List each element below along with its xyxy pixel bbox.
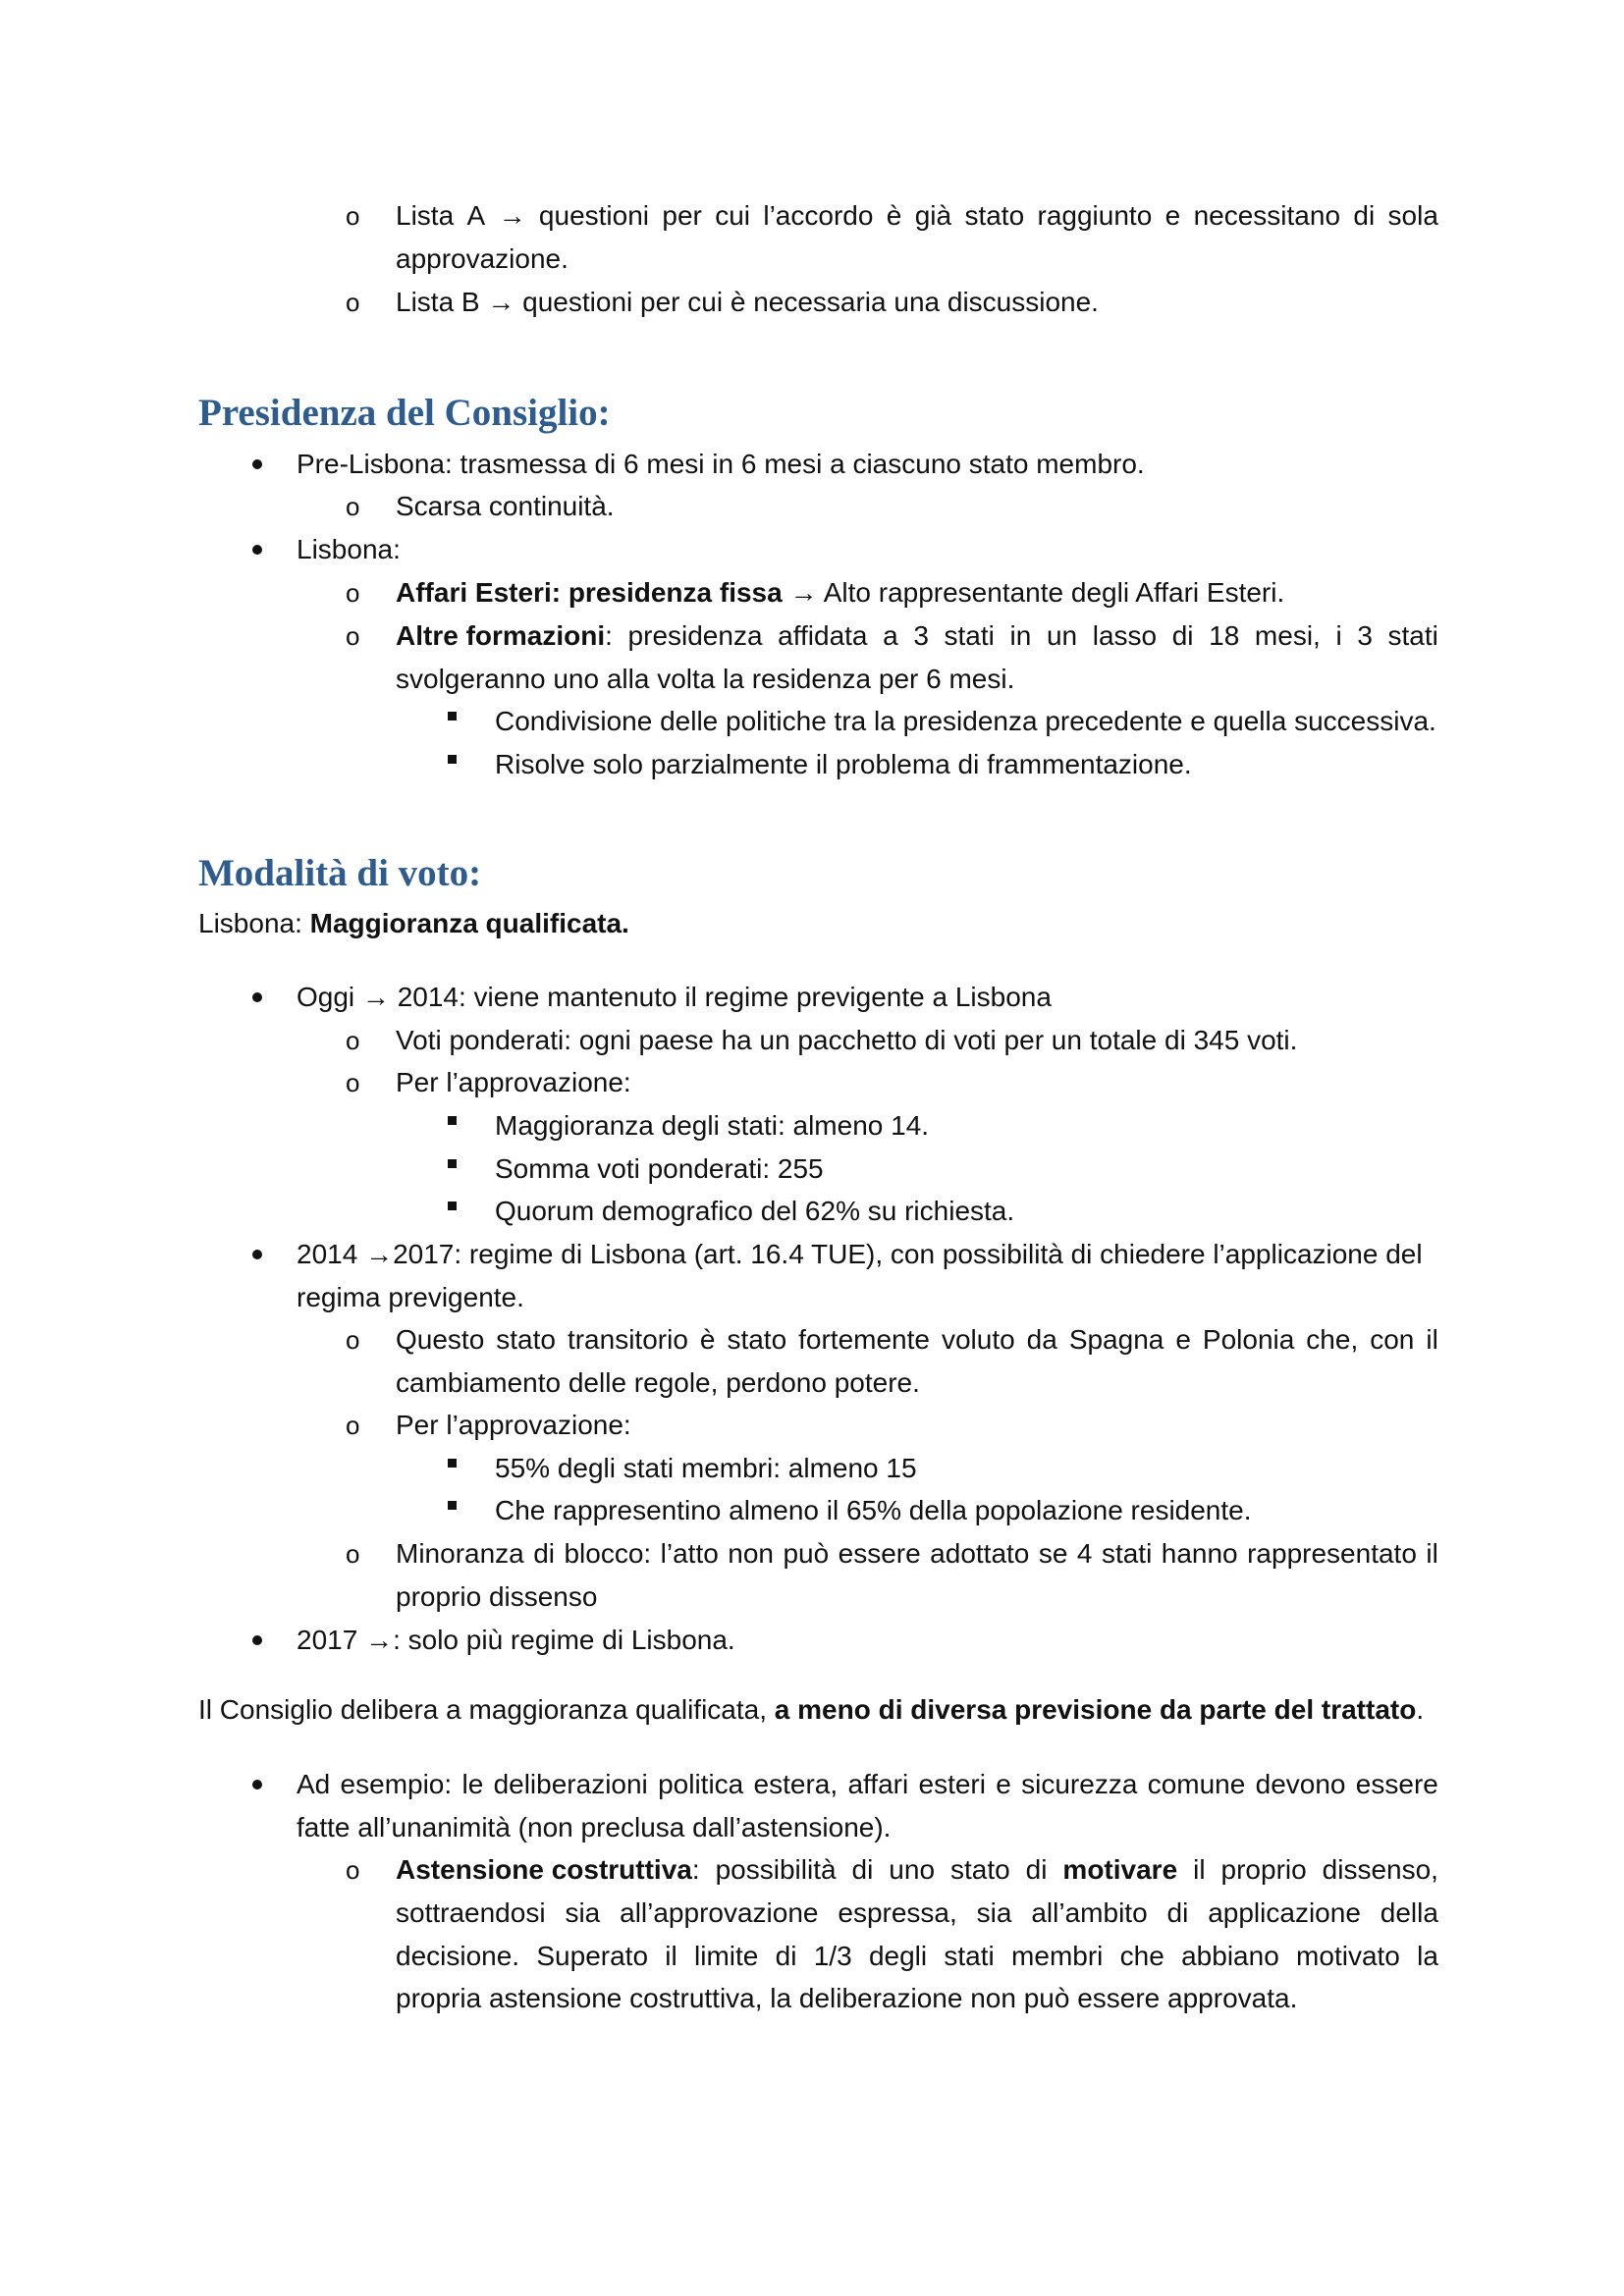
lisbona-maggioranza: Lisbona: Maggioranza qualificata. [198,908,629,938]
square-bullet [448,712,457,721]
bullet-dot [252,459,262,469]
bullet-dot [252,1635,262,1645]
esempio-line: Ad esempio: le deliberazioni politica estera, affari esteri e sicurezza comune devono essere [297,1769,1438,1799]
circle-bullet: o [346,492,360,521]
bullet-dot [252,1780,262,1789]
esempio-cont: fatte all’unanimità (non preclusa dall’astensione). [297,1812,892,1842]
popolazione-65-item: Che rappresentino almeno il 65% della popolazione residente. [495,1495,1252,1525]
altre-formazioni-cont: svolgeranno uno alla volta la residenza per 6 mesi. [396,664,1015,694]
regime-2014-item: 2014 →2017: regime di Lisbona (art. 16.4 TUE), con possibilità di chiedere l’applicazione del [297,1239,1423,1269]
circle-bullet: o [346,1026,360,1055]
condivisione-item: Condivisione delle politiche tra la presidenza precedente e quella successiva. [495,706,1436,736]
bullet-dot [252,545,262,555]
minoranza-cont: proprio dissenso [396,1581,598,1612]
scarsa-item: Scarsa continuità. [396,491,615,521]
astensione-line-1: Astensione costruttiva: possibilità di uno stato di motivare il proprio dissenso, [396,1854,1438,1885]
minoranza-line: Minoranza di blocco: l’atto non può essere adottato se 4 stati hanno rappresentato il [396,1538,1438,1569]
affari-esteri-item: Affari Esteri: presidenza fissa → Alto rappresentante degli Affari Esteri. [396,577,1285,608]
regime-2014-cont: regima previgente. [297,1282,524,1312]
circle-bullet: o [346,1068,360,1097]
quorum-item: Quorum demografico del 62% su richiesta. [495,1196,1015,1226]
astensione-line-2: sottraendosi sia all’approvazione espressa, sia all’ambito di applicazione della [396,1897,1438,1928]
astensione-line-4: propria astensione costruttiva, la deliberazione non può essere approvata. [396,1983,1298,2013]
oggi-item: Oggi → 2014: viene mantenuto il regime previgente a Lisbona [297,982,1052,1012]
circle-bullet: o [346,1411,360,1440]
transitorio-cont: cambiamento delle regole, perdono potere. [396,1367,920,1398]
square-bullet [448,755,457,764]
voti-ponderati-item: Voti ponderati: ogni paese ha un pacchetto di voti per un totale di 345 voti. [396,1025,1298,1055]
circle-bullet: o [346,1855,360,1885]
circle-bullet: o [346,1325,360,1355]
square-bullet [448,1459,457,1468]
bullet-dot [252,1250,262,1259]
stati-55-item: 55% degli stati membri: almeno 15 [495,1453,917,1483]
square-bullet [448,1159,457,1168]
circle-bullet: o [346,1539,360,1569]
transitorio-line: Questo stato transitorio è stato fortemente voluto da Spagna e Polonia che, con il [396,1324,1438,1355]
per-approvazione-item: Per l’approvazione: [396,1067,631,1097]
astensione-line-3: decisione. Superato il limite di 1/3 degli stati membri che abbiano motivato la [396,1941,1438,1971]
circle-bullet: o [346,288,360,317]
regime-2017-item: 2017 →: solo più regime di Lisbona. [297,1625,735,1655]
per-approvazione-item-2: Per l’approvazione: [396,1410,631,1440]
lisbona-item: Lisbona: [297,534,401,564]
square-bullet [448,1501,457,1510]
square-bullet [448,1116,457,1125]
circle-bullet: o [346,201,360,231]
bullet-dot [252,992,262,1002]
circle-bullet: o [346,578,360,608]
consiglio-paragraph: Il Consiglio delibera a maggioranza qualificata, a meno di diversa previsione da parte del trattato. [198,1694,1425,1725]
maggioranza-stati-item: Maggioranza degli stati: almeno 14. [495,1110,930,1141]
altre-formazioni-line: Altre formazioni: presidenza affidata a 3 stati in un lasso di 18 mesi, i 3 stati [396,620,1438,651]
lista-a-cont: approvazione. [396,243,568,274]
circle-bullet: o [346,621,360,651]
risolve-item: Risolve solo parzialmente il problema di frammentazione. [495,749,1192,779]
somma-voti-item: Somma voti ponderati: 255 [495,1153,824,1184]
square-bullet [448,1201,457,1210]
heading-presidenza: Presidenza del Consiglio: [198,392,611,434]
lista-a-line: Lista A → questioni per cui l’accordo è già stato raggiunto e necessitano di sola [396,200,1438,231]
pre-lisbona-item: Pre-Lisbona: trasmessa di 6 mesi in 6 mesi a ciascuno stato membro. [297,449,1145,479]
heading-modalita-voto: Modalità di voto: [198,852,482,894]
lista-b-line: Lista B → questioni per cui è necessaria una discussione. [396,287,1099,317]
